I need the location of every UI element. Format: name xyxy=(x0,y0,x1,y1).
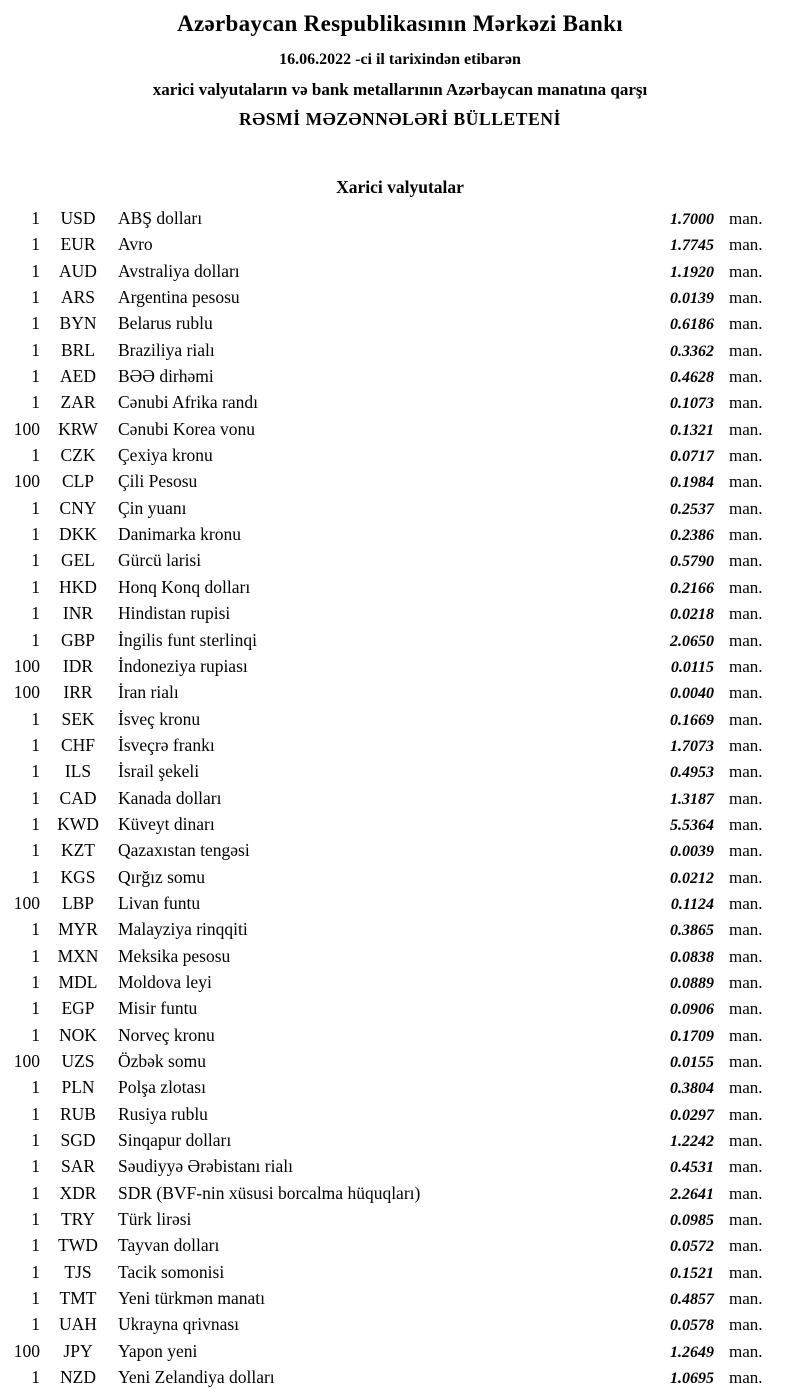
currency-code-cell: NZD xyxy=(60,1367,96,1388)
quantity-cell: 100 xyxy=(13,682,40,703)
unit-label-cell: man. xyxy=(729,630,763,650)
quantity-cell: 1 xyxy=(31,524,40,545)
currency-code-cell: EGP xyxy=(61,998,95,1019)
unit-label-cell: man. xyxy=(729,498,763,518)
quantity-cell: 1 xyxy=(31,208,40,228)
unit-label-cell: man. xyxy=(729,1262,763,1282)
currency-name-cell: Braziliya rialı xyxy=(118,339,215,360)
unit-label-cell: man. xyxy=(729,1078,763,1098)
rate-value-cell: 0.3804 xyxy=(670,1080,714,1098)
currency-code-cell: HKD xyxy=(59,576,97,597)
rate-value-cell: 0.0985 xyxy=(670,1212,714,1230)
currency-code-cell: PLN xyxy=(61,1077,95,1098)
currency-code-cell: KZT xyxy=(60,840,96,861)
effective-date-line: 16.06.2022 -ci il tarixindən etibarən xyxy=(279,51,521,68)
currency-name-cell: Argentina pesosu xyxy=(118,287,240,308)
unit-label-cell: man. xyxy=(729,393,763,413)
currency-code-cell: USD xyxy=(60,208,96,228)
currency-code-cell: SEK xyxy=(61,708,95,729)
currency-code-cell: ILS xyxy=(64,761,92,782)
currency-name-cell: Moldova leyi xyxy=(118,971,212,992)
table-row xyxy=(8,706,772,732)
rate-value-cell: 0.0218 xyxy=(670,606,714,624)
quantity-cell: 100 xyxy=(13,471,40,492)
rate-value-cell: 0.6186 xyxy=(670,316,714,334)
table-row xyxy=(8,1338,772,1364)
currency-code-cell: IDR xyxy=(62,655,94,676)
table-row xyxy=(8,1101,772,1127)
quantity-cell: 1 xyxy=(31,813,40,834)
table-row xyxy=(8,1364,772,1390)
currency-name-cell: Qırğız somu xyxy=(118,866,206,887)
unit-label-cell: man. xyxy=(729,1183,763,1203)
rate-value-cell: 5.5364 xyxy=(670,816,714,834)
table-row xyxy=(8,389,772,415)
currency-code-cell: NOK xyxy=(59,1024,97,1045)
unit-label-cell: man. xyxy=(729,841,763,861)
quantity-cell: 1 xyxy=(31,866,40,887)
currency-name-cell: Özbək somu xyxy=(118,1051,206,1071)
quantity-cell: 1 xyxy=(31,234,40,255)
unit-label-cell: man. xyxy=(729,946,763,966)
quantity-cell: 1 xyxy=(31,629,40,650)
currency-name-cell: İran rialı xyxy=(118,682,179,703)
unit-label-cell: man. xyxy=(729,235,763,255)
currency-code-cell: LBP xyxy=(61,892,95,913)
section-title-foreign-currencies: Xarici valyutalar xyxy=(336,177,464,197)
currency-code-cell: SAR xyxy=(60,1156,96,1177)
currency-name-cell: Rusiya rublu xyxy=(118,1103,208,1124)
rate-value-cell: 0.1984 xyxy=(670,474,714,492)
rate-value-cell: 0.0572 xyxy=(670,1238,714,1256)
document-title: Azərbaycan Respublikasının Mərkəzi Bankı xyxy=(177,11,623,36)
table-row xyxy=(8,916,772,942)
quantity-cell: 100 xyxy=(13,1340,40,1361)
currency-code-cell: KRW xyxy=(58,418,98,439)
unit-label-cell: man. xyxy=(729,972,763,992)
unit-label-cell: man. xyxy=(729,1236,763,1256)
table-row xyxy=(8,1022,772,1048)
currency-code-cell: MXN xyxy=(57,945,99,966)
unit-label-cell: man. xyxy=(729,1341,763,1361)
currency-code-cell: IRR xyxy=(63,682,93,703)
quantity-cell: 1 xyxy=(31,761,40,782)
unit-label-cell: man. xyxy=(729,1052,763,1071)
quantity-cell: 1 xyxy=(31,971,40,992)
currency-name-cell: Cənubi Korea vonu xyxy=(118,418,256,439)
currency-name-cell: Səudiyyə Ərəbistanı rialı xyxy=(118,1156,293,1177)
unit-label-cell: man. xyxy=(729,867,763,887)
rate-value-cell: 2.2641 xyxy=(670,1185,714,1203)
currency-code-cell: DKK xyxy=(59,524,97,545)
currency-code-cell: UAH xyxy=(59,1314,97,1335)
rate-value-cell: 0.1124 xyxy=(670,895,714,913)
currency-code-cell: CAD xyxy=(59,787,97,808)
currency-name-cell: ABŞ dolları xyxy=(118,208,203,228)
rate-value-cell: 0.0212 xyxy=(670,869,714,887)
quantity-cell: 1 xyxy=(31,392,40,413)
quantity-cell: 1 xyxy=(31,945,40,966)
unit-label-cell: man. xyxy=(729,551,763,571)
unit-label-cell: man. xyxy=(729,709,763,729)
currency-code-cell: AED xyxy=(60,366,96,387)
currency-table xyxy=(0,205,800,1390)
table-row xyxy=(8,679,772,705)
unit-label-cell: man. xyxy=(729,419,763,439)
table-row xyxy=(8,627,772,653)
unit-label-cell: man. xyxy=(729,1289,763,1309)
currency-name-cell: SDR (BVF-nin xüsusi borcalma hüquqları) xyxy=(118,1182,421,1203)
unit-label-cell: man. xyxy=(729,1210,763,1230)
table-row xyxy=(8,310,772,336)
rate-value-cell: 0.0040 xyxy=(670,685,714,703)
quantity-cell: 1 xyxy=(31,339,40,360)
rate-value-cell: 2.0650 xyxy=(670,632,714,650)
unit-label-cell: man. xyxy=(729,314,763,334)
rate-value-cell: 0.4628 xyxy=(670,369,714,387)
currency-name-cell: Cənubi Afrika randı xyxy=(118,392,258,413)
table-row xyxy=(8,363,772,389)
quantity-cell: 100 xyxy=(13,655,40,676)
rate-value-cell: 0.1073 xyxy=(670,395,714,413)
currency-code-cell: MYR xyxy=(58,919,98,940)
rate-value-cell: 0.0578 xyxy=(670,1317,714,1335)
subject-line: xarici valyutaların və bank metallarının Azərbaycan manatına qarşı xyxy=(152,80,648,99)
table-row xyxy=(8,468,772,494)
currency-name-cell: Gürcü larisi xyxy=(118,550,202,571)
currency-name-cell: Avstraliya dolları xyxy=(118,260,240,281)
quantity-cell: 1 xyxy=(31,603,40,624)
rate-value-cell: 0.5790 xyxy=(670,553,714,571)
quantity-cell: 1 xyxy=(31,840,40,861)
currency-name-cell: Yeni Zelandiya dolları xyxy=(118,1367,275,1388)
currency-name-cell: İndoneziya rupiası xyxy=(118,655,248,676)
currency-code-cell: BRL xyxy=(60,339,96,360)
rate-value-cell: 0.2537 xyxy=(670,500,714,518)
rate-value-cell: 0.4857 xyxy=(670,1291,714,1309)
unit-label-cell: man. xyxy=(729,999,763,1019)
rate-value-cell: 1.2649 xyxy=(670,1343,714,1361)
quantity-cell: 1 xyxy=(31,1261,40,1282)
unit-label-cell: man. xyxy=(729,367,763,387)
table-row xyxy=(8,1180,772,1206)
currency-code-cell: TWD xyxy=(58,1235,98,1256)
unit-label-cell: man. xyxy=(729,209,763,228)
currency-name-cell: Küveyt dinarı xyxy=(118,813,215,834)
table-row xyxy=(8,1311,772,1337)
currency-code-cell: TJS xyxy=(64,1261,92,1282)
quantity-cell: 1 xyxy=(31,787,40,808)
quantity-cell: 1 xyxy=(31,1103,40,1124)
table-row xyxy=(8,758,772,784)
unit-label-cell: man. xyxy=(729,814,763,834)
unit-label-cell: man. xyxy=(729,788,763,808)
currency-name-cell: Malayziya rinqqiti xyxy=(118,919,248,940)
rate-value-cell: 0.0139 xyxy=(670,290,714,308)
rate-value-cell: 0.2166 xyxy=(670,579,714,597)
bulletin-header xyxy=(0,0,800,130)
table-row xyxy=(8,732,772,758)
table-row xyxy=(8,969,772,995)
currency-name-cell: İsveç kronu xyxy=(118,708,201,729)
table-row xyxy=(8,890,772,916)
quantity-cell: 1 xyxy=(31,1367,40,1388)
table-row xyxy=(8,995,772,1021)
currency-name-cell: Tayvan dolları xyxy=(118,1235,220,1256)
currency-code-cell: GEL xyxy=(60,550,96,571)
currency-name-cell: Norveç kronu xyxy=(118,1024,215,1045)
unit-label-cell: man. xyxy=(729,735,763,755)
quantity-cell: 1 xyxy=(31,734,40,755)
unit-label-cell: man. xyxy=(729,1025,763,1045)
currency-code-cell: TRY xyxy=(60,1209,96,1230)
table-row xyxy=(8,337,772,363)
table-row xyxy=(8,600,772,626)
currency-name-cell: Avro xyxy=(118,234,153,255)
table-row xyxy=(8,231,772,257)
rate-value-cell: 0.0906 xyxy=(670,1001,714,1019)
currency-name-cell: Yeni türkmən manatı xyxy=(118,1288,265,1309)
table-row xyxy=(8,1206,772,1232)
table-row xyxy=(8,837,772,863)
rate-value-cell: 0.0717 xyxy=(670,448,714,466)
quantity-cell: 1 xyxy=(31,998,40,1019)
table-row xyxy=(8,653,772,679)
unit-label-cell: man. xyxy=(729,656,763,676)
table-row xyxy=(8,574,772,600)
table-row xyxy=(8,864,772,890)
rate-value-cell: 0.1321 xyxy=(670,421,714,439)
quantity-cell: 1 xyxy=(31,1130,40,1151)
table-row xyxy=(8,1259,772,1285)
unit-label-cell: man. xyxy=(729,1315,763,1335)
currency-code-cell: XDR xyxy=(59,1182,97,1203)
rate-value-cell: 0.1669 xyxy=(670,711,714,729)
unit-label-cell: man. xyxy=(729,472,763,492)
rate-value-cell: 0.0155 xyxy=(670,1054,714,1071)
currency-name-cell: Yapon yeni xyxy=(118,1340,198,1361)
rate-value-cell: 0.0889 xyxy=(670,974,714,992)
unit-label-cell: man. xyxy=(729,340,763,360)
quantity-cell: 100 xyxy=(13,892,40,913)
rate-value-cell: 1.7073 xyxy=(670,737,714,755)
currency-name-cell: Meksika pesosu xyxy=(118,945,231,966)
currency-code-cell: ARS xyxy=(60,287,96,308)
table-row xyxy=(8,1232,772,1258)
table-row xyxy=(8,811,772,837)
currency-code-cell: BYN xyxy=(59,313,97,334)
unit-label-cell: man. xyxy=(729,261,763,281)
unit-label-cell: man. xyxy=(729,1368,763,1388)
quantity-cell: 1 xyxy=(31,1156,40,1177)
currency-name-cell: BƏƏ dirhəmi xyxy=(118,366,214,387)
rate-value-cell: 1.1920 xyxy=(670,263,714,281)
unit-label-cell: man. xyxy=(729,683,763,703)
currency-name-cell: Sinqapur dolları xyxy=(118,1130,232,1151)
currency-name-cell: Hindistan rupisi xyxy=(118,603,231,624)
bulletin-title-line: RƏSMİ MƏZƏNNƏLƏRİ BÜLLETENİ xyxy=(239,109,561,129)
quantity-cell: 1 xyxy=(31,1314,40,1335)
table-row xyxy=(8,1285,772,1311)
rate-value-cell: 0.1709 xyxy=(670,1027,714,1045)
table-row xyxy=(8,785,772,811)
quantity-cell: 1 xyxy=(31,1209,40,1230)
quantity-cell: 100 xyxy=(13,418,40,439)
unit-label-cell: man. xyxy=(729,446,763,466)
unit-label-cell: man. xyxy=(729,762,763,782)
unit-label-cell: man. xyxy=(729,1104,763,1124)
currency-code-cell: EUR xyxy=(60,234,96,255)
rate-value-cell: 0.0039 xyxy=(670,843,714,861)
quantity-cell: 1 xyxy=(31,1288,40,1309)
quantity-cell: 1 xyxy=(31,550,40,571)
table-row xyxy=(8,205,772,231)
unit-label-cell: man. xyxy=(729,1131,763,1151)
unit-label-cell: man. xyxy=(729,893,763,913)
currency-code-cell: CLP xyxy=(61,471,95,492)
currency-code-cell: MDL xyxy=(58,971,98,992)
currency-name-cell: Livan funtu xyxy=(118,892,201,913)
table-row xyxy=(8,442,772,468)
unit-label-cell: man. xyxy=(729,577,763,597)
currency-name-cell: Ukrayna qrivnası xyxy=(118,1314,240,1335)
currency-code-cell: KWD xyxy=(57,813,99,834)
unit-label-cell: man. xyxy=(729,525,763,545)
table-row xyxy=(8,1048,772,1074)
currency-code-cell: UZS xyxy=(61,1051,95,1071)
table-row xyxy=(8,284,772,310)
quantity-cell: 1 xyxy=(31,1024,40,1045)
rate-value-cell: 1.2242 xyxy=(670,1133,714,1151)
currency-name-cell: Çin yuanı xyxy=(118,497,187,518)
quantity-cell: 1 xyxy=(31,366,40,387)
currency-code-cell: KGS xyxy=(60,866,96,887)
quantity-cell: 1 xyxy=(31,287,40,308)
currency-code-cell: GBP xyxy=(60,629,96,650)
currency-name-cell: Tacik somonisi xyxy=(118,1261,225,1282)
rate-value-cell: 0.0115 xyxy=(670,658,714,676)
currency-code-cell: RUB xyxy=(60,1103,96,1124)
currency-name-cell: Türk lirəsi xyxy=(118,1209,192,1230)
rate-value-cell: 0.4953 xyxy=(670,764,714,782)
rate-value-cell: 0.0838 xyxy=(670,948,714,966)
currency-code-cell: ZAR xyxy=(60,392,96,413)
currency-name-cell: İsrail şekeli xyxy=(118,761,200,782)
quantity-cell: 1 xyxy=(31,1235,40,1256)
table-row xyxy=(8,258,772,284)
currency-code-cell: INR xyxy=(62,603,94,624)
currency-code-cell: CNY xyxy=(59,497,97,518)
quantity-cell: 1 xyxy=(31,260,40,281)
unit-label-cell: man. xyxy=(729,288,763,308)
currency-name-cell: Kanada dolları xyxy=(118,787,222,808)
quantity-cell: 1 xyxy=(31,1077,40,1098)
currency-code-cell: CZK xyxy=(60,445,96,466)
rate-value-cell: 1.7745 xyxy=(670,237,714,255)
currency-name-cell: Polşa zlotası xyxy=(118,1077,206,1098)
table-row xyxy=(8,1127,772,1153)
table-row xyxy=(8,1074,772,1100)
quantity-cell: 1 xyxy=(31,497,40,518)
quantity-cell: 1 xyxy=(31,313,40,334)
currency-code-cell: JPY xyxy=(63,1340,93,1361)
currency-name-cell: Qazaxıstan tengəsi xyxy=(118,840,250,861)
quantity-cell: 100 xyxy=(13,1051,40,1071)
rate-value-cell: 0.4531 xyxy=(670,1159,714,1177)
quantity-cell: 1 xyxy=(31,445,40,466)
currency-name-cell: İngilis funt sterlinqi xyxy=(118,629,258,650)
rate-value-cell: 1.3187 xyxy=(670,790,714,808)
table-row xyxy=(8,943,772,969)
currency-code-cell: TMT xyxy=(59,1288,97,1309)
table-row xyxy=(8,521,772,547)
rate-value-cell: 1.0695 xyxy=(670,1370,714,1388)
currency-name-cell: Belarus rublu xyxy=(118,313,213,334)
currency-name-cell: Danimarka kronu xyxy=(118,524,241,545)
currency-name-cell: Çili Pesosu xyxy=(118,471,198,492)
rate-value-cell: 1.7000 xyxy=(670,211,714,228)
currency-code-cell: CHF xyxy=(60,734,96,755)
currency-name-cell: Misir funtu xyxy=(118,998,198,1019)
table-row xyxy=(8,416,772,442)
currency-name-cell: Honq Konq dolları xyxy=(118,576,251,597)
rate-value-cell: 0.1521 xyxy=(670,1264,714,1282)
quantity-cell: 1 xyxy=(31,1182,40,1203)
quantity-cell: 1 xyxy=(31,708,40,729)
unit-label-cell: man. xyxy=(729,920,763,940)
table-row xyxy=(8,547,772,573)
quantity-cell: 1 xyxy=(31,576,40,597)
currency-code-cell: AUD xyxy=(59,260,97,281)
unit-label-cell: man. xyxy=(729,604,763,624)
currency-code-cell: SGD xyxy=(60,1130,96,1151)
unit-label-cell: man. xyxy=(729,1157,763,1177)
currency-name-cell: İsveçrə frankı xyxy=(118,734,215,755)
currency-name-cell: Çexiya kronu xyxy=(118,445,213,466)
rate-value-cell: 0.3865 xyxy=(670,922,714,940)
table-row xyxy=(8,1153,772,1179)
rate-value-cell: 0.2386 xyxy=(670,527,714,545)
quantity-cell: 1 xyxy=(31,919,40,940)
rate-value-cell: 0.3362 xyxy=(670,342,714,360)
table-row xyxy=(8,495,772,521)
rate-value-cell: 0.0297 xyxy=(670,1106,714,1124)
